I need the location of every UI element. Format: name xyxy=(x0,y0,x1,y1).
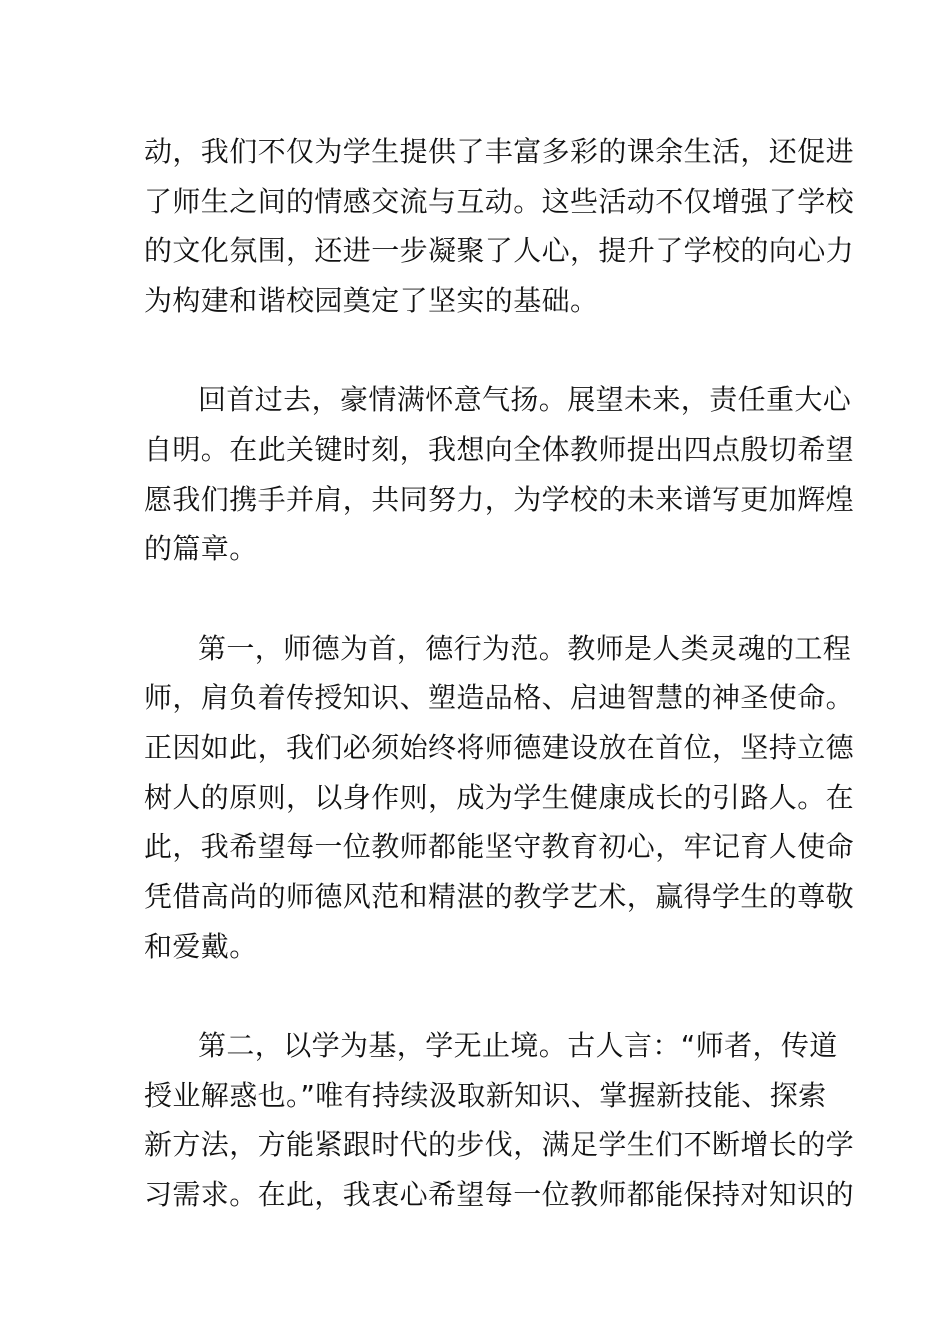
text-line: 和爱戴。 xyxy=(144,930,258,963)
text-line: 了师生之间的情感交流与互动。这些活动不仅增强了学校 xyxy=(144,185,855,218)
text-line: 自明。在此关键时刻，我想向全体教师提出四点殷切希望 xyxy=(144,433,855,466)
text-line: 树人的原则，以身作则，成为学生健康成长的引路人。在 xyxy=(144,781,855,814)
text-line: 的篇章。 xyxy=(144,532,258,565)
text-line: 正因如此，我们必须始终将师德建设放在首位，坚持立德 xyxy=(144,731,855,764)
text-line: 回首过去，豪情满怀意气扬。展望未来，责任重大心 xyxy=(198,383,852,416)
text-line: 第一，师德为首，德行为范。教师是人类灵魂的工程 xyxy=(198,632,852,665)
text-line: 的文化氛围，还进一步凝聚了人心，提升了学校的向心力 xyxy=(144,234,855,267)
text-line: 授业解惑也。”唯有持续汲取新知识、掌握新技能、探索 xyxy=(144,1079,827,1112)
text-line: 第二，以学为基，学无止境。古人言：“师者，传道 xyxy=(198,1029,838,1062)
text-line: 为构建和谐校园奠定了坚实的基础。 xyxy=(144,284,599,317)
text-line: 凭借高尚的师德风范和精湛的教学艺术，赢得学生的尊敬 xyxy=(144,880,855,913)
text-line: 新方法，方能紧跟时代的步伐，满足学生们不断增长的学 xyxy=(144,1128,855,1161)
text-line: 师，肩负着传授知识、塑造品格、启迪智慧的神圣使命。 xyxy=(144,681,855,714)
text-line: 动，我们不仅为学生提供了丰富多彩的课余生活，还促进 xyxy=(144,135,855,168)
text-line: 愿我们携手并肩，共同努力，为学校的未来谱写更加辉煌 xyxy=(144,483,855,516)
text-line: 习需求。在此，我衷心希望每一位教师都能保持对知识的 xyxy=(144,1178,855,1211)
text-line: 此，我希望每一位教师都能坚守教育初心，牢记育人使命 xyxy=(144,830,855,863)
